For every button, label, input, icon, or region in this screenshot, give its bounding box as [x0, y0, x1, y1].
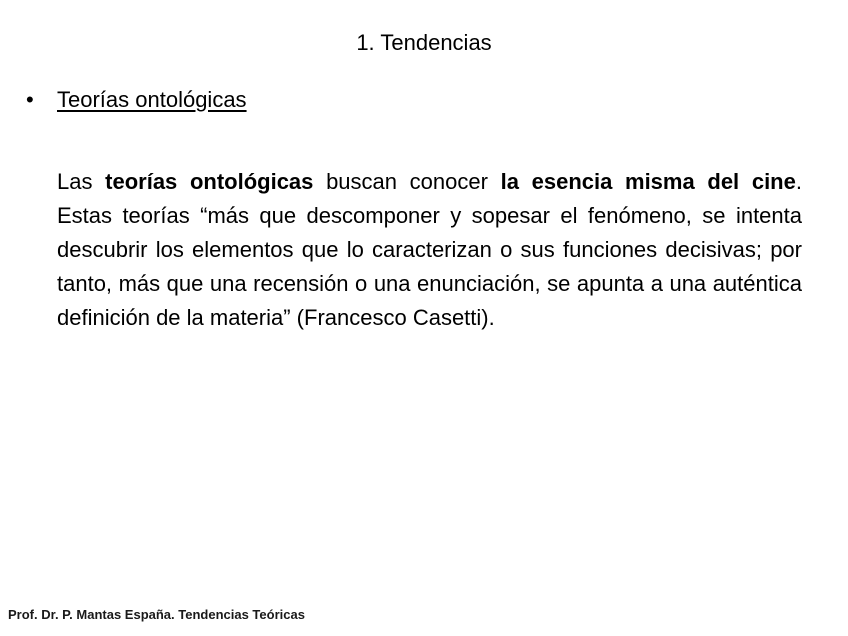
bullet-heading: Teorías ontológicas — [57, 87, 247, 112]
body-paragraph — [57, 165, 802, 335]
paragraph-text-2: buscan conocer — [313, 169, 501, 194]
bullet-item — [26, 86, 247, 114]
slide-title: 1. Tendencias — [356, 30, 492, 55]
paragraph-bold-2: la esencia misma del cine — [500, 169, 796, 194]
bullet-symbol: • — [26, 87, 34, 112]
paragraph-text-3: . Estas teorías “más que descomponer y sopesar el fenómeno, se intenta descubrir los elementos que lo caracterizan o sus funciones decisivas; por tanto, más que una recensión o una enunciación, se apunta a una auténtica definición de la materia” (Francesco Casetti). — [57, 169, 802, 330]
paragraph-text-1: Las — [57, 169, 106, 194]
footer-text: Prof. Dr. P. Mantas España. Tendencias Teóricas — [8, 607, 305, 622]
paragraph-bold-1: teorías ontológicas — [105, 169, 314, 194]
